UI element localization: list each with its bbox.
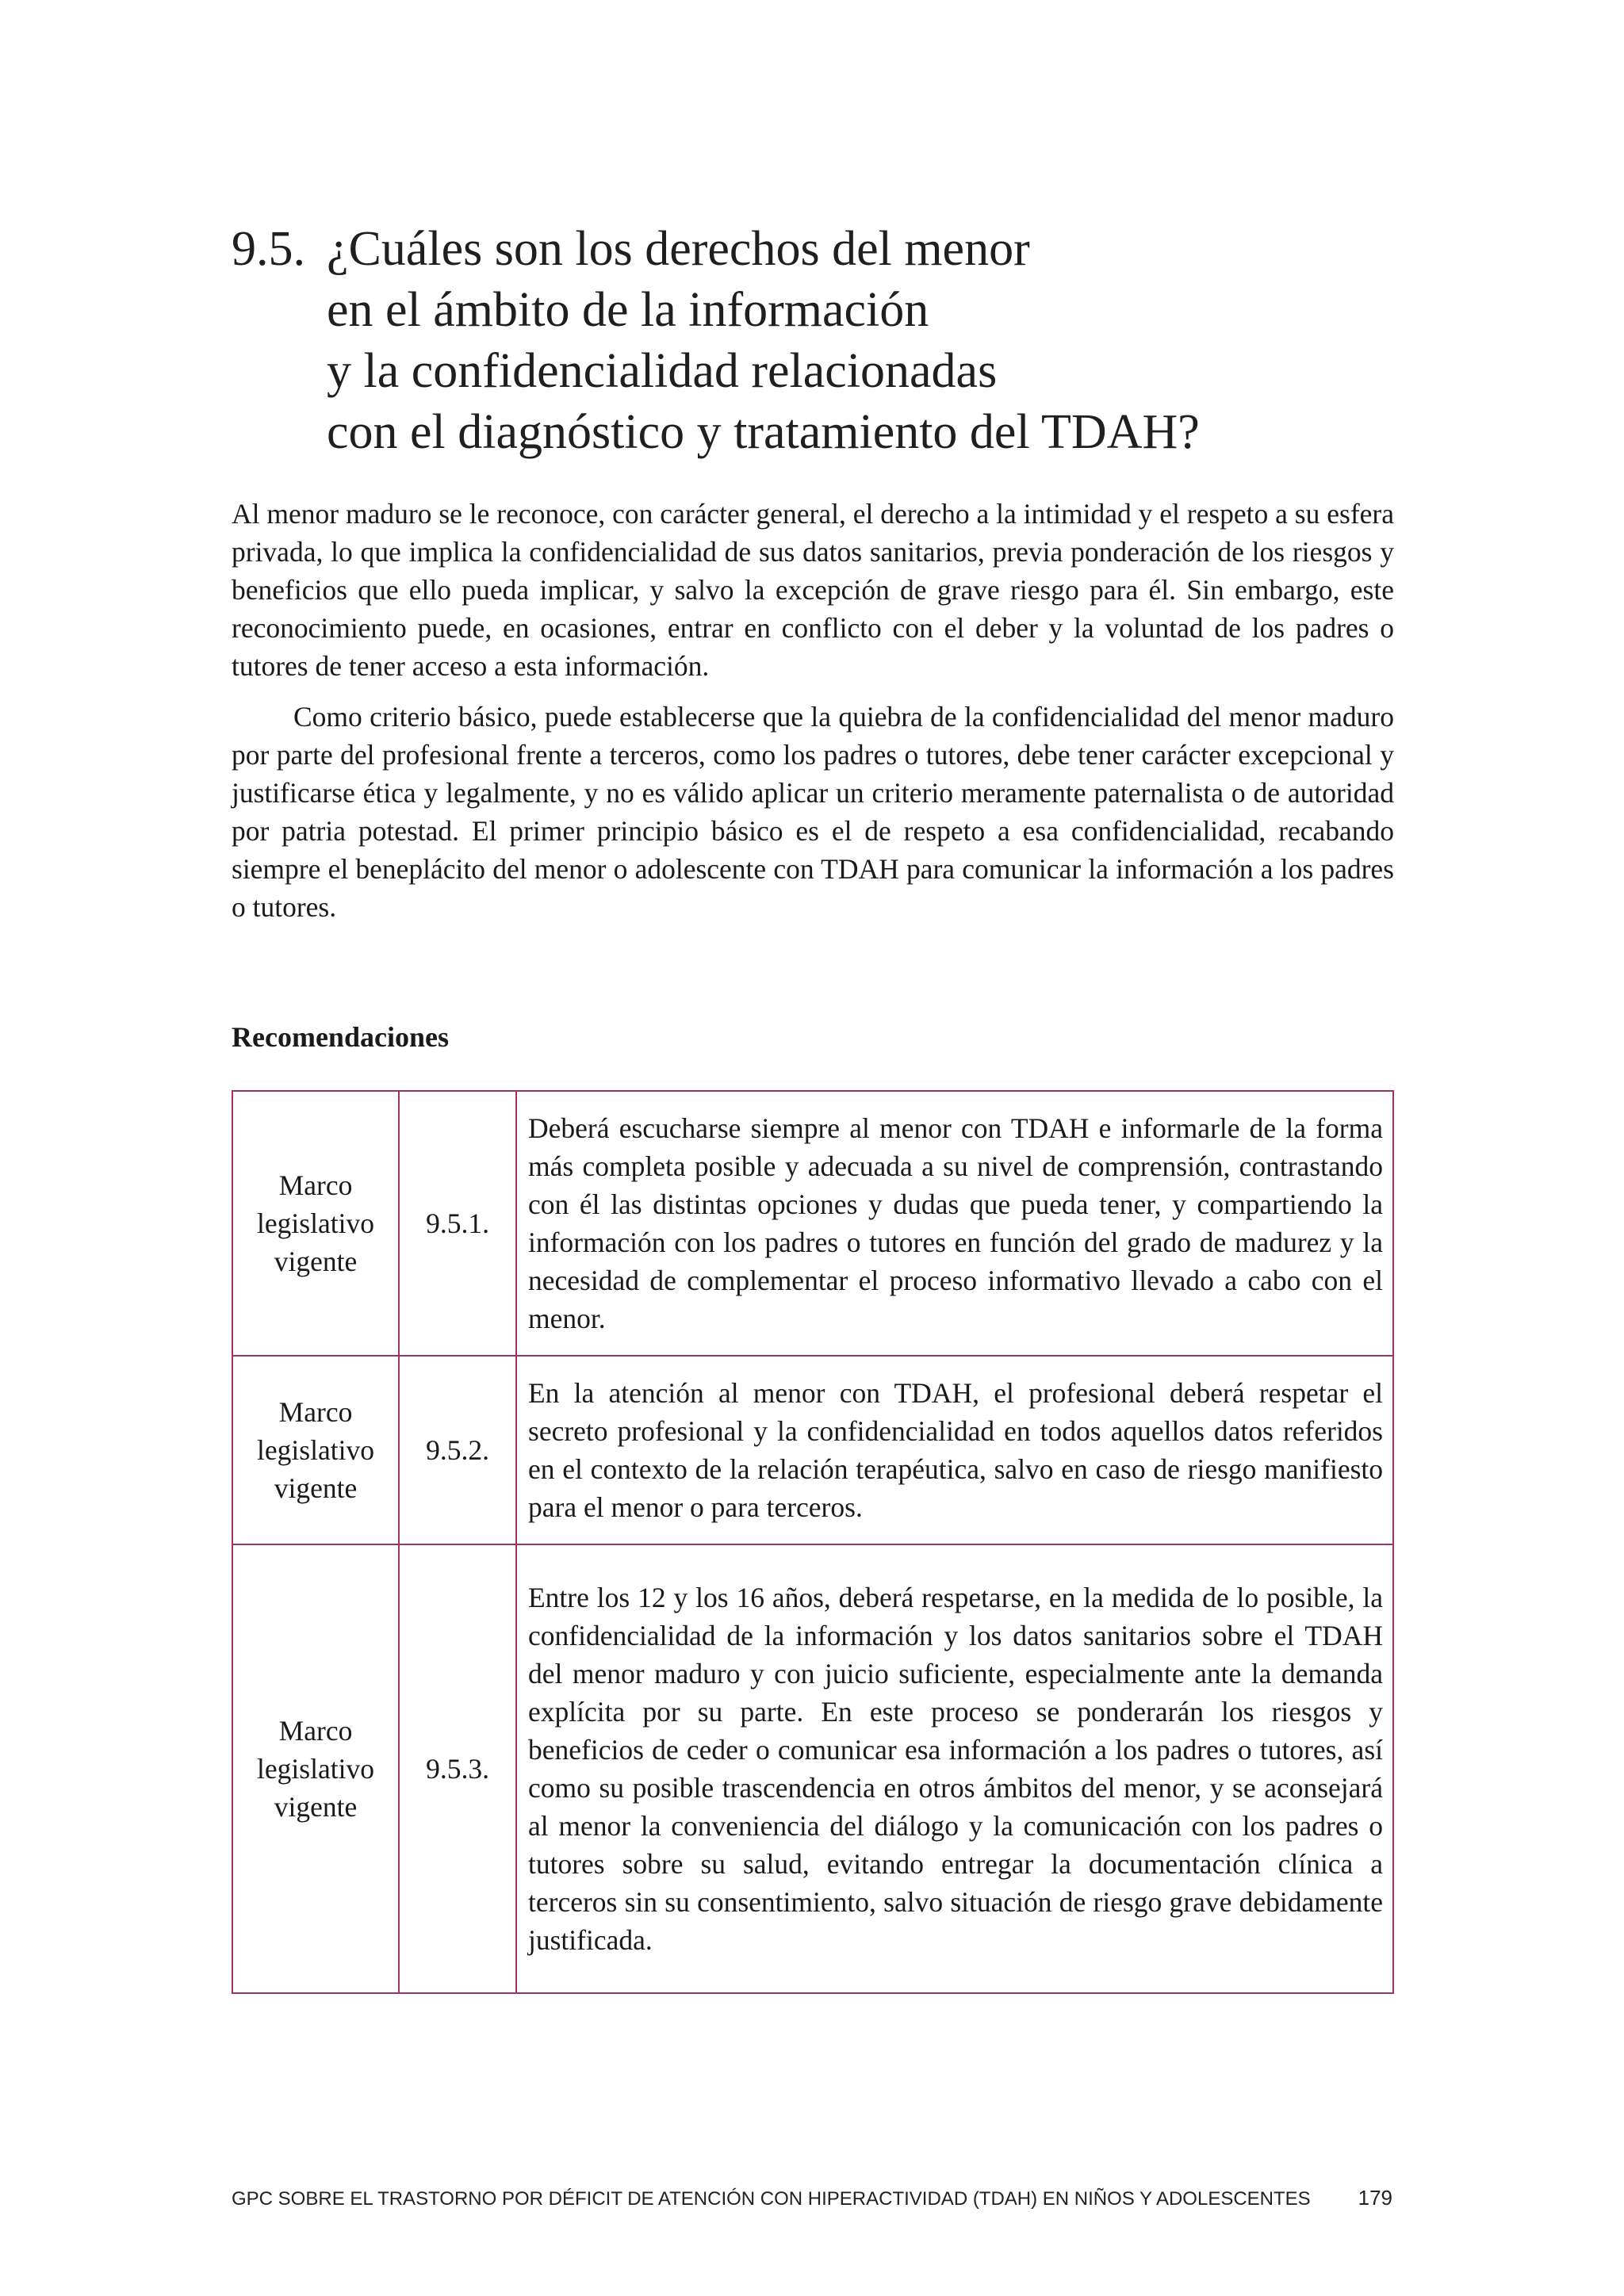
recommendation-text: Entre los 12 y los 16 años, deberá respetarse, en la medida de lo posible, la confidencialidad de la información y los datos sanitarios sobre el TDAH del menor maduro y con juicio suficiente, especialmente ante la demanda explícita por su parte. En este proceso se ponderarán los riesgos y beneficios de ceder o comunicar esa información a los padres o tutores, así como su posible trascendencia en otros ámbitos del menor, y se aconsejará al menor la conveniencia del diálogo y la comunicación con los padres o tutores sobre su salud, evitando entregar la documentación clínica a terceros sin su consentimiento, salvo situación de riesgo grave debidamente justificada. xyxy=(516,1544,1393,1993)
section-title xyxy=(327,219,1200,463)
evidence-source: Marco legislativo vigente xyxy=(232,1356,399,1544)
page-footer xyxy=(232,2186,1394,2210)
table-row xyxy=(232,1356,1393,1544)
paragraph: Como criterio básico, puede establecerse que la quiebra de la confidencialidad del menor maduro por parte del profesional frente a terceros, como los padres o tutores, debe tener carácter excepcional y justificarse ética y legalmente, y no es válido aplicar un criterio meramente paternalista o de autoridad por patria potestad. El primer principio básico es el de respeto a esa confidencialidad, recabando siempre el beneplácito del menor o adolescente con TDAH para comunicar la información a los padres o tutores. xyxy=(232,701,1394,923)
recommendation-code: 9.5.1. xyxy=(399,1091,516,1356)
page-number: 179 xyxy=(1358,2186,1392,2210)
section-heading xyxy=(232,219,1421,463)
table-row xyxy=(232,1544,1393,1993)
section-title-line: ¿Cuáles son los derechos del menor xyxy=(327,222,1030,276)
evidence-source: Marco legislativo vigente xyxy=(232,1091,399,1356)
paragraph: Al menor maduro se le reconoce, con carácter general, el derecho a la intimidad y el respeto a su esfera privada, lo que implica la confidencialidad de sus datos sanitarios, previa ponderación de los riesgos y beneficios que ello pueda implicar, y salvo la excepción de grave riesgo para él. Sin embargo, este reconocimiento puede, en ocasiones, entrar en conflicto con el deber y la voluntad de los padres o tutores de tener acceso a esta información. xyxy=(232,498,1394,682)
footer-title: GPC SOBRE EL TRASTORNO POR DÉFICIT DE ATENCIÓN CON HIPERACTIVIDAD (TDAH) EN NIÑOS Y ADOLESCENTES xyxy=(232,2188,1311,2210)
section-number: 9.5. xyxy=(232,222,305,276)
recommendation-code: 9.5.3. xyxy=(399,1544,516,1993)
section-title-line: con el diagnóstico y tratamiento del TDAH? xyxy=(327,405,1200,459)
recommendation-text: En la atención al menor con TDAH, el profesional deberá respetar el secreto profesional y la confidencialidad en todos aquellos datos referidos en el contexto de la relación terapéutica, salvo en caso de riesgo manifiesto para el menor o para terceros. xyxy=(516,1356,1393,1544)
section-title-line: y la confidencialidad relacionadas xyxy=(327,344,998,398)
recommendation-code: 9.5.2. xyxy=(399,1356,516,1544)
body-text xyxy=(232,495,1394,926)
recommendations-title: Recomendaciones xyxy=(232,1021,449,1053)
section-title-line: en el ámbito de la información xyxy=(327,283,929,337)
table-row xyxy=(232,1091,1393,1356)
recommendations-table xyxy=(232,1090,1394,1994)
evidence-source: Marco legislativo vigente xyxy=(232,1544,399,1993)
recommendation-text: Deberá escucharse siempre al menor con TDAH e informarle de la forma más completa posible y adecuada a su nivel de comprensión, contrastando con él las distintas opciones y dudas que pueda tener, y compartiendo la información con los padres o tutores en función del grado de madurez y la necesidad de complementar el proceso informativo llevado a cabo con el menor. xyxy=(516,1091,1393,1356)
